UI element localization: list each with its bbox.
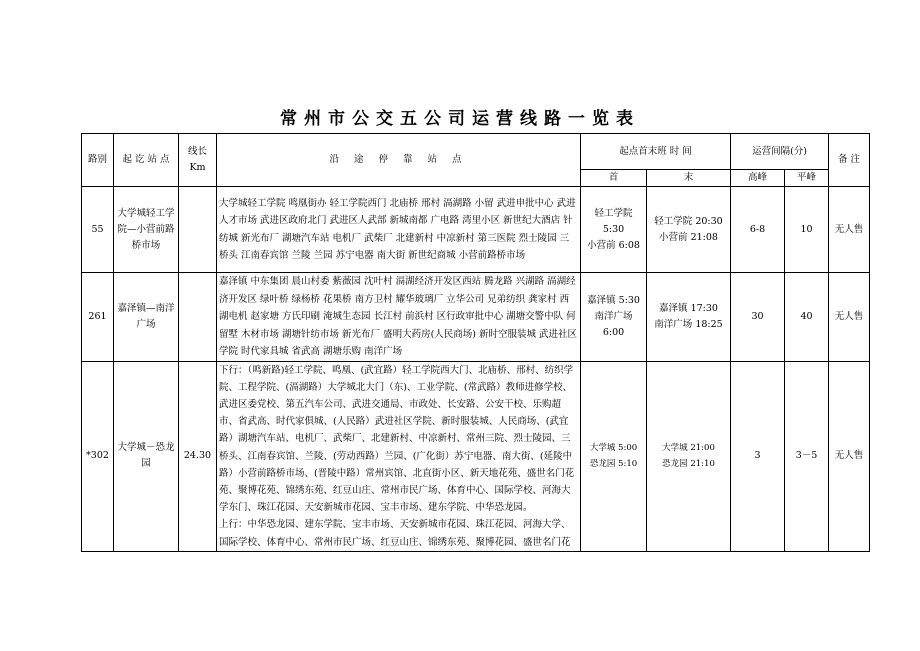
route-stops: 大学城轻工学院 鸣凰街办 轻工学院西门 北庙桥 邢村 滆湖路 小留 武进申批中心 武进人才市场 武进区政府北门 武进区人武部 新城南都 广电路 湾里小区 新世纪大酒店 针纺城 新光布厂 湖塘汽车站 电机厂 武柴厂 北建新村 中凉新村 第三医院 烈士陵园 三桥头 江南春宾馆 兰陵 兰园 苏宁电器 南大街 新世纪商城 小营前路桥市场: [217, 187, 581, 273]
table-row: [82, 361, 870, 551]
first-bus-time: 嘉泽镇 5:30: [587, 294, 640, 306]
last-bus-time: 恐龙园 21:10: [662, 459, 715, 470]
last-bus-time: 大学城 21:00: [662, 443, 715, 454]
route-number: 55: [82, 187, 114, 273]
remark: 无人售: [829, 361, 870, 551]
route-table: [81, 133, 870, 552]
first-bus-time: 大学城 5:00: [589, 443, 638, 454]
header-route-no: 路别: [82, 134, 114, 187]
route-number: *302: [82, 361, 114, 551]
header-length: 线长 Km: [179, 134, 217, 187]
route-length: [179, 187, 217, 273]
route-terminals: 大学城轻工学院—小营前路桥市场: [114, 187, 179, 273]
header-terminals: 起 讫 站 点: [114, 134, 179, 187]
route-terminals: 大学城－恐龙园: [114, 361, 179, 551]
header-last: 末: [647, 170, 731, 187]
header-first: 首: [581, 170, 647, 187]
offpeak-interval: 10: [785, 187, 829, 273]
route-stops: [217, 361, 581, 551]
header-first-last: 起点首末班 时 间: [581, 134, 731, 170]
last-bus-time: 轻工学院 20:30: [654, 215, 723, 227]
peak-interval: 3: [731, 361, 785, 551]
route-terminals: 嘉泽镇—南洋广场: [114, 273, 179, 362]
route-stops-up: 上行：中华恐龙园、建东学院、宝丰市场、天安新城市花园、珠江花园、河海大学、国际学校、体育中心、常州市民广场、红豆山庄、锦绣东苑、聚博花园、盛世名门花: [219, 519, 571, 548]
header-interval: 运营间隔(分): [731, 134, 829, 170]
table-row: [82, 187, 870, 273]
offpeak-interval: 3－5: [785, 361, 829, 551]
peak-interval: 30: [731, 273, 785, 362]
first-bus-times: [581, 273, 647, 362]
last-bus-times: [647, 273, 731, 362]
header-peak: 高峰: [731, 170, 785, 187]
route-stops: 嘉泽镇 中东集团 晨山村委 紫薇园 沈叶村 滆湖经济开发区西站 腾龙路 兴湖路 滆湖经济开发区 绿叶桥 绿杨桥 花果桥 南方卫村 耀华玻璃厂 立华公司 兄弟纺织 龚家村 西湖电机 赵家塘 方氏印刷 淹城生态园 长江村 前浜村 区行政审批中心 湖塘交警中队 何留墅 木材市场 湖塘针纺市场 新光布厂 盛明大药房(人民商场) 新时空服装城 武进社区学院 时代家具城 省武高 湖塘乐购 南洋广场: [217, 273, 581, 362]
first-bus-times: [581, 187, 647, 273]
first-bus-time: 恐龙园 5:10: [589, 459, 638, 470]
route-length: [179, 273, 217, 362]
first-bus-times: [581, 361, 647, 551]
last-bus-time: 小营前 21:08: [659, 231, 718, 243]
route-number: 261: [82, 273, 114, 362]
page-title: 常州市公交五公司运营线路一览表: [280, 109, 640, 129]
header-offpeak: 平峰: [785, 170, 829, 187]
table-row: [82, 273, 870, 362]
header-remark: 备 注: [829, 134, 870, 187]
route-stops-down: 下行：（鸣新路)轻工学院、鸣凰、(武宜路）轻工学院西大门、北庙桥、邢村、纺织学院、工程学院、(滆湖路）大学城北大门（东)、工业学院、(常武路）教师进修学校、武进区委党校、第五汽车公司、武进交通局、市政处、长安路、公安干校、乐购超市、省武高、时代家俱城、(人民路）武进社区学院、新时服装城、人民商场、(武宜路）湖塘汽车站、电机厂、武柴厂、北建新村、中凉新村、常州三院、烈士陵园、三桥头、江南春宾馆、兰陵、(劳动西路）兰园、(广化街）苏宁电器、南大街、(延陵中路）小营前路桥市场、(晋陵中路）常州宾馆、北直街小区、新天地花苑、盛世名门花苑、聚博花苑、锦绣东苑、红豆山庄、常州市民广场、体育中心、国际学校、河海大学东门、珠江花园、天安新城市花园、宝丰市场、建东学院、中华恐龙园。: [219, 364, 575, 514]
first-bus-time: 轻工学院 5:30: [594, 207, 633, 235]
first-bus-time: 小营前 6:08: [587, 239, 640, 251]
last-bus-times: [647, 361, 731, 551]
offpeak-interval: 40: [785, 273, 829, 362]
header-stops: 沿 途 停 靠 站 点: [217, 134, 581, 187]
remark: 无人售: [829, 187, 870, 273]
last-bus-time: 嘉泽镇 17:30: [659, 302, 718, 314]
remark: 无人售: [829, 273, 870, 362]
last-bus-time: 南洋广场 18:25: [654, 318, 723, 330]
first-bus-time: 南洋广场 6:00: [594, 310, 633, 338]
route-length: 24.30: [179, 361, 217, 551]
peak-interval: 6-8: [731, 187, 785, 273]
table-header-row: [82, 134, 870, 170]
last-bus-times: [647, 187, 731, 273]
